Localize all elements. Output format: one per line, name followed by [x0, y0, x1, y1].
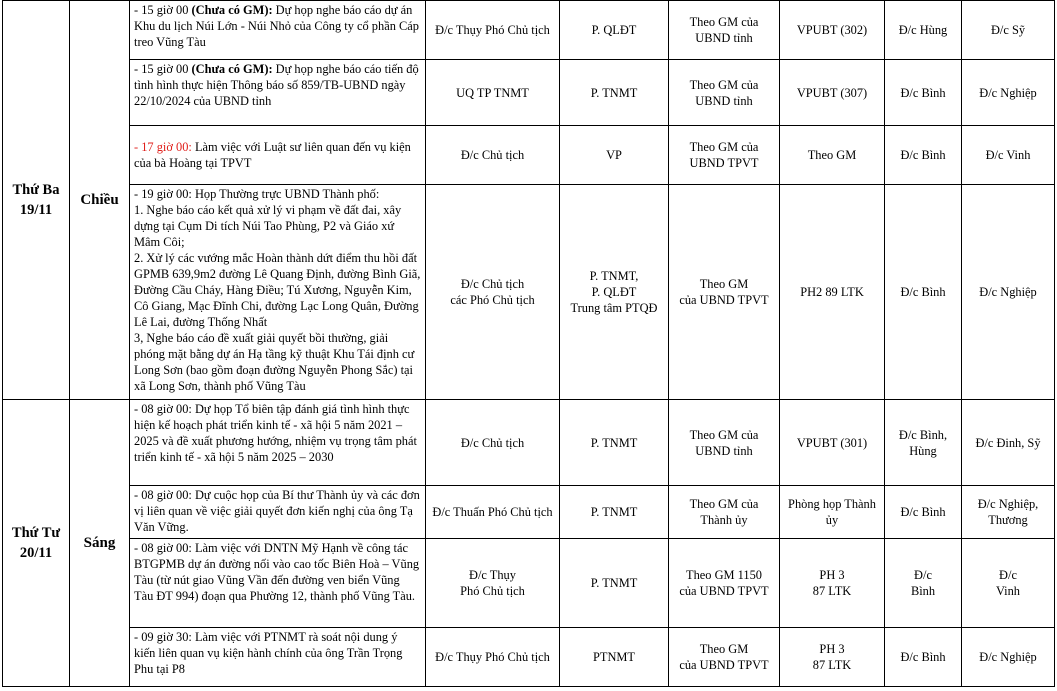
location-line: 87 LTK: [812, 658, 852, 672]
leader-line: Phó Chủ tịch: [460, 584, 525, 598]
task-note: (Chưa có GM):: [191, 62, 273, 76]
preparer-cell: P. TNMT: [560, 539, 669, 628]
driver-cell: Đ/c Bình: [885, 486, 962, 539]
preparer-cell: [560, 185, 669, 400]
task-cell: [130, 60, 426, 126]
participants-line: Theo GM: [699, 642, 749, 656]
day-date: 20/11: [19, 545, 53, 561]
participants-cell: Theo GM của Thành ủy: [669, 486, 780, 539]
preparer-cell: P. TNMT: [560, 486, 669, 539]
task-time: - 15 giờ 00: [134, 62, 192, 76]
task-text: Dự họp Tổ biên tập đánh giá tình hình thực hiện kế hoạch phát triển kinh tế - xã hội 5 năm 2021 – 2025 và đề xuất phương hướng, nhiệm vụ trọng tâm phát triển kinh tế - xã hội 5 năm 2025 – 2030: [134, 402, 417, 464]
location-cell: Phòng họp Thành ủy: [780, 486, 885, 539]
preparer-cell: P. TNMT: [560, 400, 669, 486]
driver-cell: Đ/c Bình, Hùng: [885, 400, 962, 486]
task-item: 1. Nghe báo cáo kết quả xử lý vi phạm về đất đai, xây dựng tại Cụm Di tích Núi Tao Phùng, P2 và Giáo xứ Mâm Côi;: [134, 203, 402, 249]
table-row: [3, 126, 1055, 185]
preparer-cell: PTNMT: [560, 628, 669, 687]
task-text: Họp Thường trực UBND Thành phố:: [191, 187, 380, 201]
task-cell: [130, 1, 426, 60]
task-time: - 08 giờ 00:: [134, 541, 192, 555]
driver-cell: Đ/c Bình: [885, 60, 962, 126]
location-cell: VPUBT (302): [780, 1, 885, 60]
location-cell: VPUBT (307): [780, 60, 885, 126]
task-text: Làm việc với DNTN Mỹ Hạnh về công tác BTGPMB dự án đường nối vào cao tốc Biên Hoà – Vũng Tàu (từ nút giao Vũng Vần đến đường ven biển Vũng Tàu ĐT 994) đoạn qua Phường 12, thành phố Vũng Tàu.: [134, 541, 420, 603]
task-cell: [130, 628, 426, 687]
leader-cell: Đ/c Chủ tịch: [426, 400, 560, 486]
table-row: [3, 486, 1055, 539]
table-row: [3, 628, 1055, 687]
leader-cell: Đ/c Chủ tịch: [426, 126, 560, 185]
preparer-cell: VP: [560, 126, 669, 185]
location-cell: PH2 89 LTK: [780, 185, 885, 400]
participants-cell: Theo GM của UBND tỉnh: [669, 1, 780, 60]
task-time: - 17 giờ 00:: [134, 140, 192, 154]
preparer-line: P. QLĐT: [591, 285, 637, 299]
task-text: Dự họp nghe báo cáo tiến độ tình hình thực hiện Thông báo số 859/TB-UBND ngày 22/10/2024 của UBND tỉnh: [134, 62, 419, 108]
reporter-cell: Đ/c Đinh, Sỹ: [962, 400, 1055, 486]
participants-line: của UBND TPVT: [679, 293, 769, 307]
driver-line: Bình: [910, 584, 936, 598]
task-text: Dự cuộc họp của Bí thư Thành ủy và các đơn vị liên quan về việc giải quyết đơn kiến nghị của ông Tạ Văn Vững.: [134, 488, 420, 534]
table-row: [3, 539, 1055, 628]
location-line: PH 3: [819, 642, 845, 656]
leader-line: Đ/c Chủ tịch: [460, 277, 525, 291]
reporter-cell: [962, 539, 1055, 628]
driver-line: Đ/c: [914, 568, 932, 582]
task-text: Dự họp nghe báo cáo dự án Khu du lịch Núi Lớn - Núi Nhỏ của Công ty cổ phần Cáp treo Vũng Tàu: [134, 3, 419, 49]
task-cell: [130, 400, 426, 486]
reporter-cell: Đ/c Nghiệp: [962, 60, 1055, 126]
reporter-line: Đ/c: [999, 568, 1017, 582]
participants-line: Theo GM: [699, 277, 749, 291]
leader-line: các Phó Chủ tịch: [450, 293, 535, 307]
day-name: Thứ Ba: [12, 182, 60, 198]
location-line: 87 LTK: [812, 584, 852, 598]
leader-line: Đ/c Thụy: [469, 568, 516, 582]
session-cell: Chiều: [70, 1, 130, 400]
task-cell: [130, 185, 426, 400]
driver-cell: [885, 539, 962, 628]
preparer-cell: P. QLĐT: [560, 1, 669, 60]
task-text: Làm việc với PTNMT rà soát nội dung ý kiến liên quan vụ kiện hành chính của ông Trần Trọng Phu tại P8: [134, 630, 403, 676]
table-row: [3, 185, 1055, 400]
leader-cell: UQ TP TNMT: [426, 60, 560, 126]
location-cell: [780, 539, 885, 628]
preparer-line: P. TNMT,: [589, 269, 639, 283]
participants-cell: Theo GM của UBND tỉnh: [669, 60, 780, 126]
location-cell: VPUBT (301): [780, 400, 885, 486]
day-name: Thứ Tư: [11, 525, 61, 541]
participants-cell: [669, 628, 780, 687]
reporter-cell: Đ/c Vinh: [962, 126, 1055, 185]
task-time: - 08 giờ 00:: [134, 488, 192, 502]
driver-cell: Đ/c Hùng: [885, 1, 962, 60]
task-time: - 09 giờ 30:: [134, 630, 192, 644]
table-row: [3, 1, 1055, 60]
participants-cell: [669, 185, 780, 400]
task-item: 2. Xử lý các vướng mắc Hoàn thành dứt điểm thu hồi đất GPMB 639,9m2 đường Lê Quang Định, đường Bình Giã, Đường Cầu Cháy, Hàng Điều; Tú Xương, Nguyễn Kim, Cô Giang, Mạc Đĩnh Chi, đường Lạc Long Quân, Đường Lê Lai, đường Thống Nhất: [134, 251, 421, 329]
location-cell: Theo GM: [780, 126, 885, 185]
driver-cell: Đ/c Bình: [885, 126, 962, 185]
leader-cell: Đ/c Thụy Phó Chủ tịch: [426, 628, 560, 687]
task-text: Làm việc với Luật sư liên quan đến vụ kiện của bà Hoàng tại TPVT: [134, 140, 411, 170]
table-row: [3, 60, 1055, 126]
day-cell: [3, 400, 70, 687]
leader-cell: Đ/c Thuấn Phó Chủ tịch: [426, 486, 560, 539]
reporter-cell: Đ/c Nghiệp: [962, 185, 1055, 400]
reporter-cell: Đ/c Sỹ: [962, 1, 1055, 60]
participants-line: Theo GM 1150: [686, 568, 762, 582]
driver-cell: Đ/c Bình: [885, 628, 962, 687]
driver-cell: Đ/c Bình: [885, 185, 962, 400]
task-cell: [130, 126, 426, 185]
participants-line: của UBND TPVT: [679, 584, 769, 598]
schedule-table: [2, 0, 1055, 687]
participants-cell: [669, 539, 780, 628]
session-cell: Sáng: [70, 400, 130, 687]
task-cell: [130, 539, 426, 628]
preparer-line: Trung tâm PTQĐ: [570, 301, 658, 315]
participants-cell: Theo GM của UBND tỉnh: [669, 400, 780, 486]
location-cell: [780, 628, 885, 687]
task-time: - 19 giờ 00:: [134, 187, 192, 201]
reporter-cell: Đ/c Nghiệp, Thương: [962, 486, 1055, 539]
day-cell: [3, 1, 70, 400]
task-note: (Chưa có GM):: [191, 3, 273, 17]
task-item: 3, Nghe báo cáo đề xuất giải quyết bồi thường, giải phóng mặt bằng dự án Hạ tầng kỹ thuật Khu Tái định cư Long Sơn (bao gồm đoạn đường Nguyễn Phong Sắc) tại xã Long Sơn, thành phố Vũng Tàu: [134, 331, 415, 393]
task-time: - 08 giờ 00:: [134, 402, 192, 416]
leader-cell: Đ/c Thụy Phó Chủ tịch: [426, 1, 560, 60]
leader-cell: [426, 539, 560, 628]
task-time: - 15 giờ 00: [134, 3, 192, 17]
reporter-cell: Đ/c Nghiệp: [962, 628, 1055, 687]
location-line: PH 3: [819, 568, 845, 582]
participants-line: của UBND TPVT: [679, 658, 769, 672]
preparer-cell: P. TNMT: [560, 60, 669, 126]
participants-cell: Theo GM của UBND TPVT: [669, 126, 780, 185]
reporter-line: Vinh: [995, 584, 1021, 598]
task-cell: [130, 486, 426, 539]
leader-cell: [426, 185, 560, 400]
table-row: [3, 400, 1055, 486]
day-date: 19/11: [19, 202, 53, 218]
